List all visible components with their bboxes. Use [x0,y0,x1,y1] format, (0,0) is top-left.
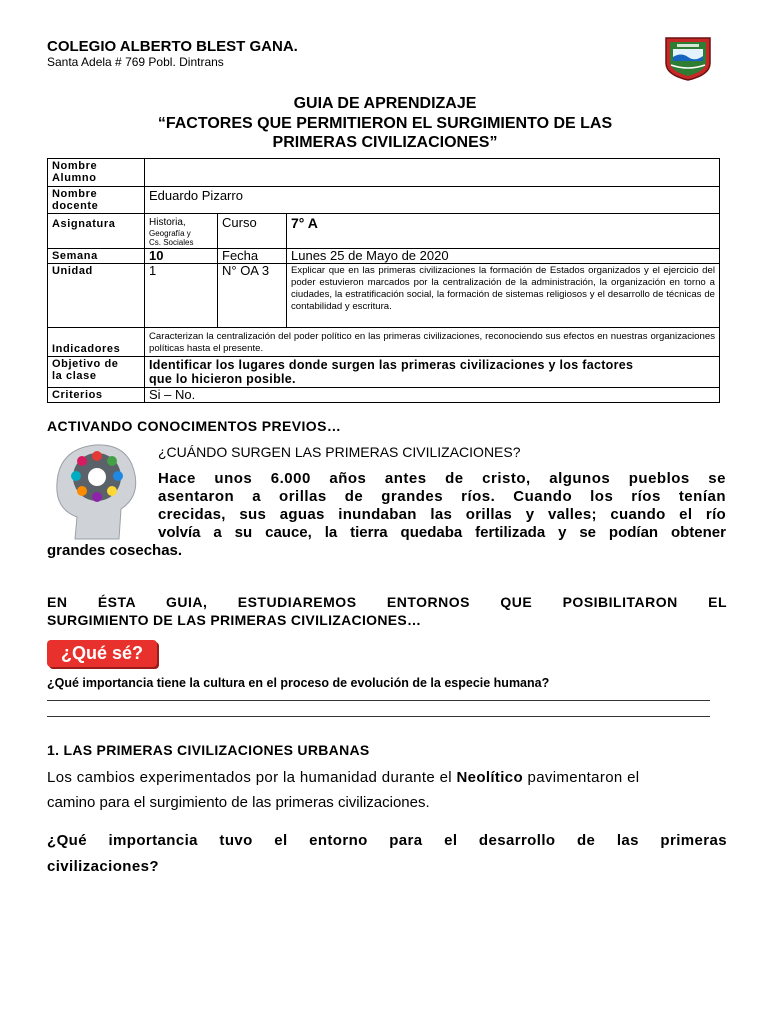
unidad-label: Unidad [48,264,145,328]
oa-text: Explicar que en las primeras civilizaciones la formación de Estados organizados y el ejercicio del poder estuvieron marcados por la centralización de la administración, la organización en torno a ciudades, la estratificación social, la formación de sistemas religiosos y el desarrollo de técnicas de contabilidad y escritura. [287,264,720,328]
docente-label [48,187,145,214]
guide-title: GUIA DE APRENDIZAJE [293,95,477,112]
activando-text-line1: Hace unos 6.000 años antes de cristo, algunos pueblos se [158,470,726,487]
table-row-asignatura [48,214,720,249]
indicadores-label: Indicadores [48,328,145,357]
alumno-value[interactable] [145,159,720,187]
section-1-text-b: pavimentaron el [522,769,640,786]
curso-label: Curso [218,214,287,249]
section-1-text-a: Los cambios experimentados por la humanidad durante el [47,769,457,786]
alumno-label-line1: Nombre [52,160,98,172]
asignatura-value [145,214,218,249]
asignatura-value-line1: Historia, [149,217,186,228]
alumno-label-line2: Alumno [52,172,97,184]
section-1-heading: 1. LAS PRIMERAS CIVILIZACIONES URBANAS [47,742,370,758]
que-se-badge: ¿Qué sé? [47,640,157,667]
objetivo-text-line2: que lo hicieron posible. [149,372,296,386]
activando-text-line3: crecidas, sus aguas inundaban las orillas y valles; cuando el río [158,506,726,523]
que-se-question: ¿Qué importancia tiene la cultura en el proceso de evolución de la especie humana? [47,676,550,690]
section-1-paragraph [47,769,727,786]
head-brain-icon [47,437,147,542]
semana-value: 10 [145,249,218,264]
answer-line-1[interactable] [47,700,710,701]
activando-heading: ACTIVANDO CONOCIMENTOS PREVIOS… [47,418,342,434]
activando-text-line4: volvía a su cauce, la tierra quedaba fertilizada y se podían obtener [158,524,726,541]
criterios-label: Criterios [48,388,145,403]
table-row-objetivo [48,357,720,388]
objetivo-text-line1: Identificar los lugares donde surgen las primeras civilizaciones y los factores [149,358,634,372]
student-info-table [47,158,720,403]
oa-label: N° OA 3 [218,264,287,328]
objetivo-label-line1: Objetivo de [52,358,119,370]
asignatura-value-line2: Geografía y [149,229,191,238]
section-1-question-line1: ¿Qué importancia tuvo el entorno para el desarrollo de las primeras [47,832,727,849]
guide-subtitle-line2: PRIMERAS CIVILIZACIONES” [272,134,498,151]
objetivo-label [48,357,145,388]
criterios-value: Si – No. [145,388,720,403]
table-row-unidad [48,264,720,328]
fecha-value: Lunes 25 de Mayo de 2020 [287,249,720,264]
fecha-label: Fecha [218,249,287,264]
section-1-paragraph-line2: camino para el surgimiento de las primeras civilizaciones. [47,794,430,811]
unidad-value: 1 [145,264,218,328]
answer-line-2[interactable] [47,716,710,717]
section-1-question-line2: civilizaciones? [47,858,159,875]
table-row-alumno [48,159,720,187]
docente-label-line2: docente [52,200,99,212]
alumno-label [48,159,145,187]
table-row-criterios [48,388,720,403]
table-row-indicadores [48,328,720,357]
cuando-question: ¿CUÁNDO SURGEN LAS PRIMERAS CIVILIZACIONES? [158,444,521,460]
activando-text-line5: grandes cosechas. [47,542,183,559]
guide-subtitle-line1: “FACTORES QUE PERMITIERON EL SURGIMIENTO DE LAS [157,115,613,132]
objetivo-label-line2: la clase [52,370,97,382]
estudiaremos-line1: EN ÉSTA GUIA, ESTUDIAREMOS ENTORNOS QUE POSIBILITARON EL [47,594,727,610]
objetivo-text [145,357,720,388]
estudiaremos-line2: SURGIMIENTO DE LAS PRIMERAS CIVILIZACIONES… [47,612,422,628]
asignatura-value-line3: Cs. Sociales [149,238,194,247]
curso-value: 7° A [287,214,720,249]
activando-text-line2: asentaron a orillas de grandes ríos. Cuando los ríos tenían [158,488,726,505]
table-row-docente [48,187,720,214]
asignatura-label: Asignatura [48,214,145,249]
docente-value: Eduardo Pizarro [145,187,720,214]
docente-label-line1: Nombre [52,188,98,200]
semana-label: Semana [48,249,145,264]
school-crest-logo [663,35,713,81]
table-row-semana [48,249,720,264]
school-address: Santa Adela # 769 Pobl. Dintrans [47,55,224,69]
school-name: COLEGIO ALBERTO BLEST GANA. [47,38,298,55]
section-1-text-bold: Neolítico [456,769,523,786]
indicadores-text: Caracterizan la centralización del poder político en las primeras civilizaciones, reconociendo sus efectos en nuestras organizaciones políticas hasta el presente. [145,328,720,357]
